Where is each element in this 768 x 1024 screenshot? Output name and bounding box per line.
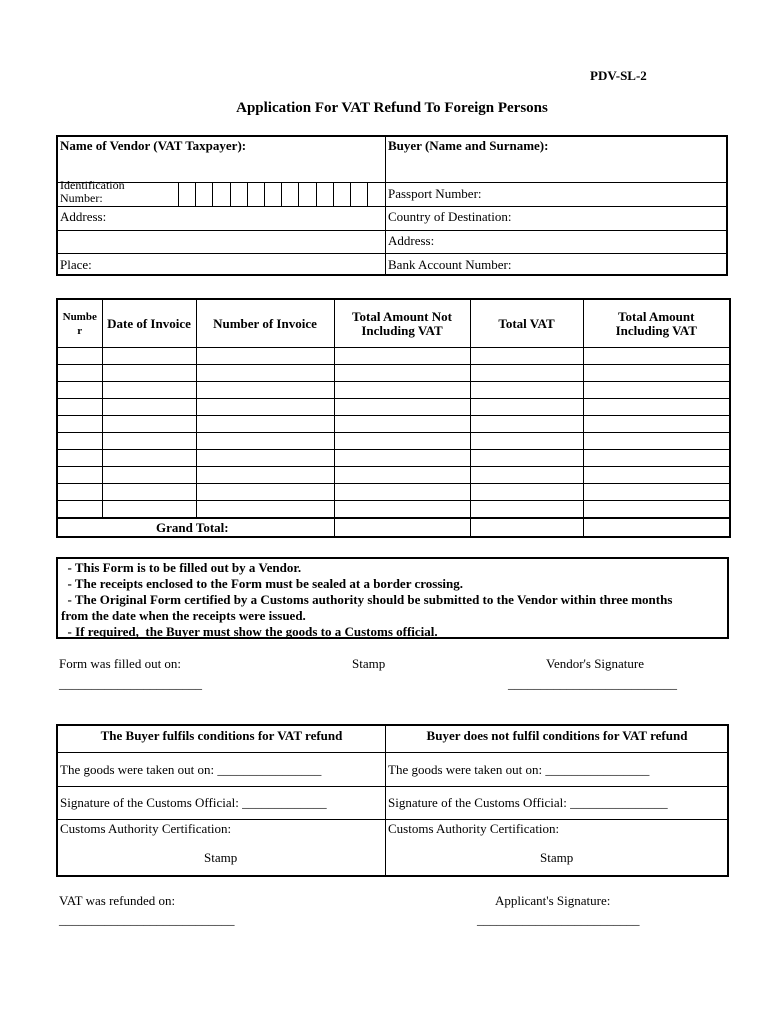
- col-total-vat: Total VAT: [470, 299, 583, 348]
- identification-number-label: Identification Number:: [60, 178, 125, 205]
- table-cell[interactable]: [57, 450, 102, 467]
- table-cell[interactable]: [470, 382, 583, 399]
- vendor-buyer-box: [56, 135, 728, 276]
- applicant-signature-field[interactable]: _________________________: [477, 912, 640, 927]
- table-row: [57, 365, 730, 382]
- place-label: Place:: [60, 257, 92, 272]
- table-cell[interactable]: [57, 399, 102, 416]
- table-cell[interactable]: [470, 501, 583, 519]
- table-row: [57, 348, 730, 365]
- table-cell[interactable]: [196, 416, 334, 433]
- left-stamp-label: Stamp: [204, 850, 238, 865]
- table-cell[interactable]: [470, 433, 583, 450]
- table-cell[interactable]: [334, 433, 470, 450]
- table-cell[interactable]: [196, 450, 334, 467]
- table-cell[interactable]: [583, 484, 730, 501]
- row-divider: [58, 752, 727, 753]
- identification-digit-box[interactable]: [230, 183, 247, 206]
- right-stamp-label: Stamp: [540, 850, 574, 865]
- table-cell[interactable]: [196, 467, 334, 484]
- page-title: Application For VAT Refund To Foreign Persons: [236, 100, 548, 116]
- table-cell[interactable]: [57, 433, 102, 450]
- left-customs-signature[interactable]: Signature of the Customs Official: _____________: [60, 795, 327, 810]
- table-row: [57, 484, 730, 501]
- table-cell[interactable]: [196, 382, 334, 399]
- col-number-of-invoice: Number of Invoice: [196, 299, 334, 348]
- left-customs-certification-label: Customs Authority Certification:: [60, 821, 232, 836]
- table-cell[interactable]: [470, 365, 583, 382]
- vat-refunded-on-label: VAT was refunded on:: [59, 893, 176, 908]
- grand-total-vat[interactable]: [470, 518, 583, 537]
- table-cell[interactable]: [334, 484, 470, 501]
- form-filled-on-field[interactable]: ______________________: [59, 676, 202, 691]
- instruction-line: - If required, the Buyer must show the goods to a Customs official.: [61, 624, 438, 639]
- row-divider: [58, 253, 726, 254]
- vendor-signature-field[interactable]: __________________________: [508, 676, 677, 691]
- form-code: PDV-SL-2: [590, 68, 647, 83]
- identification-digit-box[interactable]: [264, 183, 281, 206]
- identification-digit-box[interactable]: [212, 183, 229, 206]
- instruction-line: - The Original Form certified by a Customs authority should be submitted to the Vendor within three months: [61, 592, 673, 607]
- vendor-stamp-label: Stamp: [352, 656, 385, 671]
- table-cell[interactable]: [57, 365, 102, 382]
- table-row: [57, 399, 730, 416]
- table-cell[interactable]: [102, 501, 196, 519]
- right-goods-taken-out[interactable]: The goods were taken out on: ________________: [388, 762, 650, 777]
- table-cell[interactable]: [583, 433, 730, 450]
- buyer-not-fulfil-header: Buyer does not fulfil conditions for VAT refund: [426, 728, 688, 743]
- table-cell[interactable]: [334, 501, 470, 519]
- identification-digit-box[interactable]: [298, 183, 315, 206]
- table-cell[interactable]: [57, 501, 102, 519]
- instruction-line: from the date when the receipts were issued.: [61, 608, 306, 623]
- identification-digit-box[interactable]: [281, 183, 298, 206]
- instruction-line: - The receipts enclosed to the Form must be sealed at a border crossing.: [61, 576, 463, 591]
- instruction-line: - This Form is to be filled out by a Vendor.: [61, 560, 302, 575]
- table-cell[interactable]: [583, 365, 730, 382]
- table-cell[interactable]: [102, 450, 196, 467]
- col-total-excl-vat: Total Amount Not Including VAT: [334, 299, 470, 348]
- col-total-incl-vat: Total Amount Including VAT: [583, 299, 730, 348]
- table-cell[interactable]: [196, 501, 334, 519]
- table-cell[interactable]: [583, 382, 730, 399]
- table-cell[interactable]: [470, 450, 583, 467]
- table-row: [57, 416, 730, 433]
- col-number: Numbe r: [57, 299, 102, 348]
- table-cell[interactable]: [57, 382, 102, 399]
- table-cell[interactable]: [583, 348, 730, 365]
- instructions-box: [56, 557, 729, 639]
- table-cell[interactable]: [334, 348, 470, 365]
- right-customs-signature[interactable]: Signature of the Customs Official: _______________: [388, 795, 668, 810]
- table-cell[interactable]: [334, 416, 470, 433]
- customs-table: [56, 724, 729, 877]
- table-cell[interactable]: [102, 399, 196, 416]
- table-cell[interactable]: [583, 467, 730, 484]
- table-cell[interactable]: [102, 467, 196, 484]
- row-divider: [58, 182, 726, 183]
- buyer-fulfils-header: The Buyer fulfils conditions for VAT refund: [100, 728, 343, 743]
- invoice-table: [56, 298, 731, 538]
- table-cell[interactable]: [57, 467, 102, 484]
- table-row: [57, 467, 730, 484]
- table-cell[interactable]: [57, 416, 102, 433]
- right-customs-certification-label: Customs Authority Certification:: [388, 821, 560, 836]
- table-cell[interactable]: [470, 484, 583, 501]
- table-row: [57, 433, 730, 450]
- row-divider: [58, 786, 727, 787]
- table-cell[interactable]: [583, 450, 730, 467]
- table-cell[interactable]: [334, 365, 470, 382]
- passport-number-label: Passport Number:: [388, 186, 482, 201]
- grand-total-excl-vat[interactable]: [334, 518, 470, 537]
- vendor-name-label: Name of Vendor (VAT Taxpayer):: [60, 138, 247, 153]
- table-cell[interactable]: [102, 433, 196, 450]
- identification-digit-box[interactable]: [195, 183, 212, 206]
- table-cell[interactable]: [102, 382, 196, 399]
- table-cell[interactable]: [334, 467, 470, 484]
- table-cell[interactable]: [57, 348, 102, 365]
- row-divider: [58, 206, 726, 207]
- table-row: [57, 382, 730, 399]
- table-cell[interactable]: [334, 450, 470, 467]
- col-date-of-invoice: Date of Invoice: [102, 299, 196, 348]
- table-cell[interactable]: [470, 467, 583, 484]
- grand-total-label-cell: Grand Total:: [57, 518, 334, 537]
- table-row: [57, 450, 730, 467]
- row-divider: [58, 230, 726, 231]
- table-cell[interactable]: [583, 416, 730, 433]
- grand-total-incl-vat[interactable]: [583, 518, 730, 537]
- bank-account-label: Bank Account Number:: [388, 257, 512, 272]
- left-goods-taken-out[interactable]: The goods were taken out on: ________________: [60, 762, 322, 777]
- table-cell[interactable]: [102, 484, 196, 501]
- vat-refunded-on-field[interactable]: ___________________________: [59, 912, 235, 927]
- form-filled-on-label: Form was filled out on:: [59, 656, 182, 671]
- table-cell[interactable]: [196, 365, 334, 382]
- table-cell[interactable]: [334, 382, 470, 399]
- table-cell[interactable]: [470, 399, 583, 416]
- table-cell[interactable]: [196, 484, 334, 501]
- buyer-name-label: Buyer (Name and Surname):: [388, 138, 549, 153]
- applicant-signature-label: Applicant's Signature:: [495, 893, 611, 908]
- identification-digit-box[interactable]: [333, 183, 350, 206]
- country-of-destination-label: Country of Destination:: [388, 209, 512, 224]
- table-cell[interactable]: [102, 416, 196, 433]
- table-cell[interactable]: [196, 399, 334, 416]
- table-cell[interactable]: [334, 399, 470, 416]
- table-cell[interactable]: [470, 348, 583, 365]
- identification-digit-box[interactable]: [350, 183, 367, 206]
- column-divider: [385, 726, 386, 875]
- table-cell[interactable]: [583, 399, 730, 416]
- row-divider: [58, 819, 727, 820]
- table-cell[interactable]: [196, 433, 334, 450]
- vendor-address-label: Address:: [60, 209, 107, 224]
- identification-digit-box[interactable]: [367, 183, 384, 206]
- identification-digit-box[interactable]: [316, 183, 333, 206]
- table-cell[interactable]: [196, 348, 334, 365]
- vendor-signature-label: Vendor's Signature: [546, 656, 645, 671]
- table-cell[interactable]: [470, 416, 583, 433]
- table-cell[interactable]: [102, 348, 196, 365]
- table-cell[interactable]: [583, 501, 730, 519]
- buyer-address-label: Address:: [388, 233, 435, 248]
- identification-digit-box[interactable]: [178, 183, 195, 206]
- identification-digit-box[interactable]: [247, 183, 264, 206]
- table-row: [57, 501, 730, 519]
- table-cell[interactable]: [102, 365, 196, 382]
- table-cell[interactable]: [57, 484, 102, 501]
